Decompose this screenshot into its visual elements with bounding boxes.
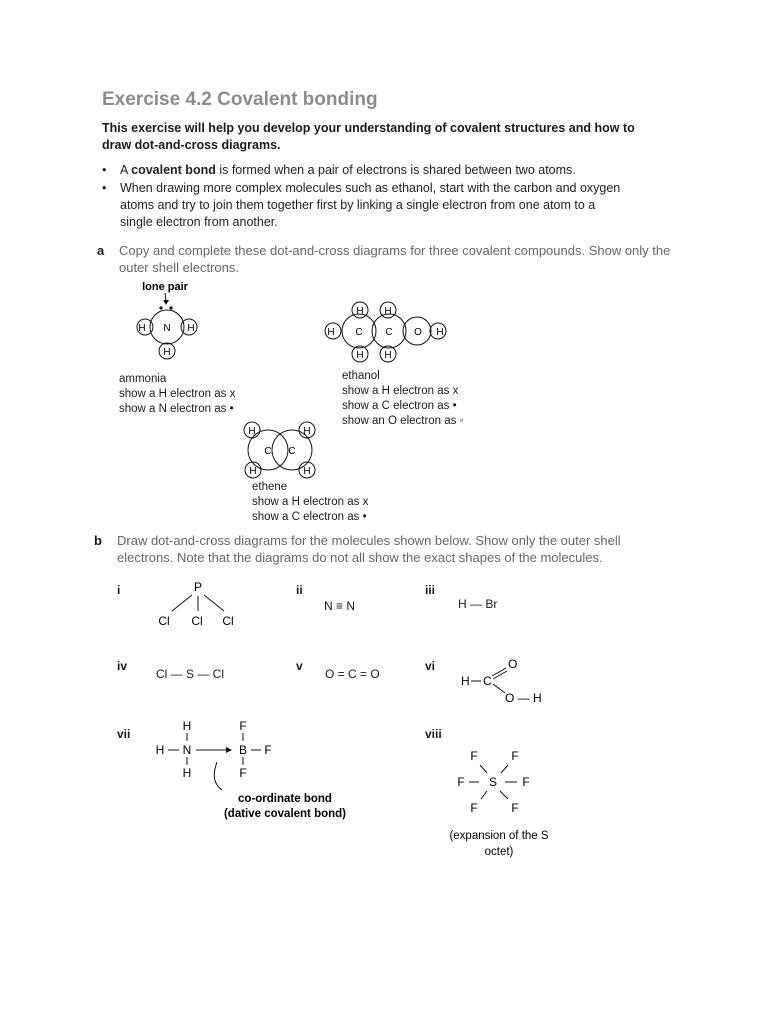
part-b-letter: b	[94, 533, 102, 548]
hbr-formula: H — Br	[458, 597, 498, 611]
atom-symbol: O	[508, 657, 518, 671]
atom-symbol: H	[182, 766, 192, 780]
atom-symbol: C	[264, 446, 272, 457]
sf6-note-line: (expansion of the S	[449, 830, 549, 842]
bullet-bold-term: covalent bond	[131, 163, 216, 177]
ethene-instruction: show a C electron as •	[252, 511, 367, 523]
ethanol-instruction: show a C electron as •	[342, 400, 457, 412]
atom-symbol: F	[511, 749, 519, 763]
sf6-structure	[445, 744, 565, 866]
atom-symbol: F	[239, 766, 247, 780]
item-label: vi	[425, 659, 436, 673]
atom-symbol: F	[457, 775, 465, 789]
atom-symbol: H	[187, 323, 195, 334]
coordinate-bond-label: co-ordinate bond	[238, 793, 332, 805]
co2-formula: O = C = O	[325, 667, 380, 681]
formic-acid-structure	[455, 654, 545, 706]
ammonia-name: ammonia	[119, 373, 167, 385]
item-label: iv	[117, 659, 128, 673]
bullet-item	[102, 162, 622, 179]
item-label: iii	[425, 583, 436, 597]
atom-symbol: Cl	[222, 614, 234, 628]
atom-symbol: F	[239, 719, 247, 733]
atom-symbol: N	[182, 743, 192, 757]
atom-symbol: F	[522, 775, 530, 789]
atom-symbol: H	[163, 347, 171, 358]
atom-symbol: H	[436, 327, 444, 338]
dative-bond-label: (dative covalent bond)	[223, 808, 347, 820]
ethanol-caption	[342, 369, 464, 429]
atom-symbol: H	[327, 327, 335, 338]
ammonia-instruction: show a N electron as •	[119, 403, 234, 415]
bullet-prefix: A	[120, 163, 132, 177]
part-a-letter: a	[97, 243, 105, 258]
atom-symbol: F	[470, 801, 478, 815]
atom-symbol: P	[193, 580, 203, 594]
bullet-dot: •	[102, 181, 107, 195]
ethene-name: ethene	[252, 481, 288, 493]
item-label: vii	[117, 727, 131, 741]
exercise-intro: This exercise will help you develop your understanding of covalent structures and how to draw dot-and-cross diagrams.	[102, 121, 635, 152]
item-label: v	[296, 659, 303, 673]
atom-symbol: F	[511, 801, 519, 815]
part-a-question: Copy and complete these dot-and-cross diagrams for three covalent compounds. Show only the outer shell electrons.	[119, 243, 671, 275]
atom-symbol: H	[155, 743, 165, 757]
atom-symbol: H	[248, 426, 256, 437]
atom-symbol: F	[470, 749, 478, 763]
ammonia-caption	[119, 372, 235, 417]
atom-symbol: N	[163, 323, 171, 334]
atom-symbol: H	[356, 306, 364, 317]
ethanol-instruction: show a H electron as x	[342, 385, 459, 397]
item-label: viii	[425, 727, 442, 741]
atom-symbol: H	[138, 323, 146, 334]
atom-symbol: Cl	[158, 614, 170, 628]
bullet-text: When drawing more complex molecules such as ethanol, start with the carbon and oxygen atoms and try to join them together first by linking a single electron from one atom to a single electron from another.	[120, 181, 621, 229]
atom-symbol: C	[355, 327, 363, 338]
hydroxyl-group: O — H	[505, 691, 542, 705]
atom-symbol: H	[303, 426, 311, 437]
ethanol-name: ethanol	[342, 370, 380, 382]
bullet-text	[120, 162, 576, 179]
exercise-title: Exercise 4.2 Covalent bonding	[102, 89, 378, 110]
atom-symbol: C	[385, 327, 393, 338]
atom-symbol: H	[384, 350, 392, 361]
pcl3-structure	[150, 579, 250, 629]
bullet-list	[102, 162, 622, 231]
ammonia-diagram	[125, 278, 215, 368]
ethene-diagram	[240, 418, 320, 482]
atom-symbol: S	[488, 775, 498, 789]
atom-symbol: H	[356, 350, 364, 361]
scl2-formula: Cl — S — Cl	[156, 667, 225, 681]
bullet-dot: •	[102, 163, 107, 177]
bullet-suffix: is formed when a pair of electrons is shared between two atoms.	[215, 163, 576, 177]
ethene-caption	[252, 480, 368, 525]
ethene-instruction: show a H electron as x	[252, 496, 369, 508]
atom-symbol: H	[249, 466, 257, 477]
item-label: ii	[296, 583, 303, 597]
atom-symbol: F	[264, 743, 272, 757]
atom-symbol: H	[384, 306, 392, 317]
atom-symbol: O	[414, 327, 422, 338]
part-b-question: Draw dot-and-cross diagrams for the molecules shown below. Show only the outer shell electrons. Note that the diagrams do not all show the exact shapes of the molecules.	[117, 533, 621, 565]
sf6-note-line: octet)	[484, 846, 514, 858]
atom-symbol: H	[461, 674, 470, 688]
atom-symbol: B	[238, 743, 248, 757]
atom-symbol: H	[182, 719, 192, 733]
lone-pair-label: lone pair	[142, 281, 188, 293]
pointer-line	[214, 762, 222, 790]
ethanol-instruction: show an O electron as ◦	[342, 415, 464, 427]
item-label: i	[117, 583, 121, 597]
nh3-bf3-structure	[148, 716, 358, 826]
atom-symbol: C	[483, 674, 492, 688]
ethanol-diagram	[318, 296, 450, 368]
atom-symbol: H	[303, 466, 311, 477]
n2-formula: N ≡ N	[324, 599, 356, 613]
atom-symbol: Cl	[191, 614, 203, 628]
ammonia-instruction: show a H electron as x	[119, 388, 236, 400]
bullet-item	[102, 180, 622, 231]
atom-symbol: C	[288, 446, 296, 457]
